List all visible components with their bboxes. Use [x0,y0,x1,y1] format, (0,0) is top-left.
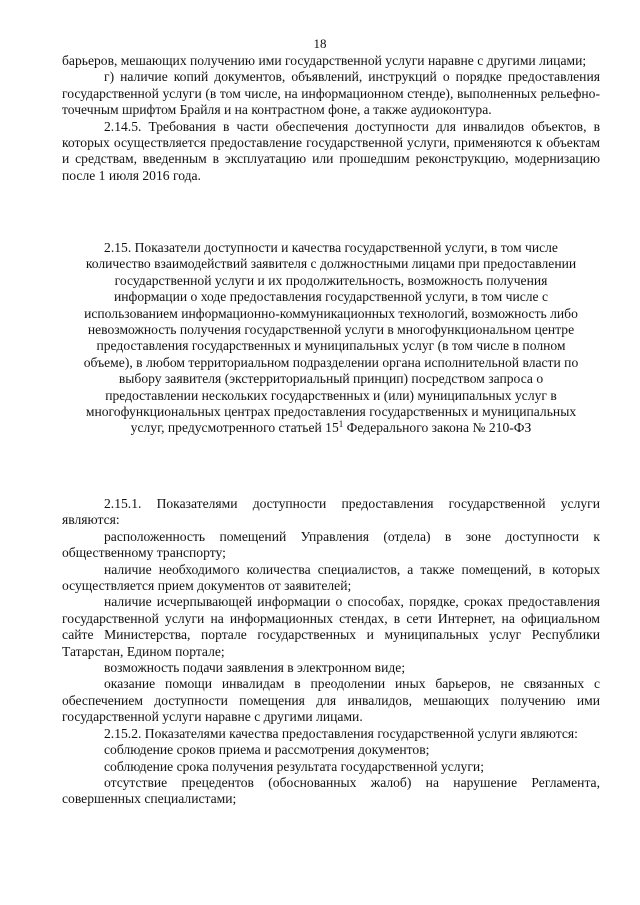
paragraph-barriers-continued: барьеров, мешающих получению ими государственной услуги наравне с другими лицами; [62,53,587,68]
list-item-terms: соблюдение сроков приема и рассмотрения документов; [104,742,430,758]
list-item-result-term: соблюдение срока получения результата государственной услуги; [104,758,484,774]
paragraph-2-15-1: 2.15.1. Показателями доступности предоставления государственной услуги являются: [62,496,600,528]
list-item-disabled-help: оказание помощи инвалидам в преодолении иных барьеров, не связанных с обеспечением доступности помещения для инвалидов, мешающих получению ими государственной услуги наравне с другими лицами. [62,676,600,725]
paragraph-2-15-2: 2.15.2. Показателями качества предоставления государственной услуги являются: [104,725,578,741]
heading-superscript: 1 [338,419,344,430]
section-2-15-body [62,496,600,808]
section-heading-2-15 [80,240,582,437]
list-item-electronic: возможность подачи заявления в электронном виде; [104,660,406,676]
section-2-14-tail [62,53,600,184]
list-item-information: наличие исчерпывающей информации о способах, порядке, сроках предоставления государственной услуги на информационных стендах, в сети Интернет, на официальном сайте Министерства, портале государственных и муниципальных услуг Республики Татарстан, Едином портале; [62,594,600,659]
paragraph-2-14-5: 2.14.5. Требования в части обеспечения доступности для инвалидов объектов, в которых осуществляется предоставление государственной услуги, применяются к объектам и средствам, введенным в эксплуатацию или прошедшим реконструкцию, модернизацию после 1 июля 2016 года. [62,118,600,183]
list-item-no-complaints: отсутствие прецедентов (обоснованных жалоб) на нарушение Регламента, совершенных специалистами; [62,774,600,807]
heading-main-text: 2.15. Показатели доступности и качества государственной услуги, в том числе количество взаимодействий заявителя с должностными лицами при предоставлении государственной услуги и их продолжительность, возможность получения информации о ходе предоставления государственной услуги, в том числе с использованием информационно-коммуникационных технологий, возможность либо невозможность получения государственной услуги в многофункциональном центре предоставления государственных и муниципальных услуг (в том числе в полном объеме), в любом территориальном подразделении органа исполнительной власти по выбору заявителя (экстерриториальный принцип) посредством запроса о предоставлении нескольких государственных и (или) муниципальных услуг в многофункциональных центрах предоставления государственных и муниципальных услуг, предусмотренного статьей 15 [83,240,579,436]
list-item-location: расположенность помещений Управления (отдела) в зоне доступности к общественному транспорту; [62,528,600,561]
heading-tail-text: Федерального закона № 210-ФЗ [343,420,532,436]
paragraph-item-g: г) наличие копий документов, объявлений, инструкций о порядке предоставления государственной услуги (в том числе, на информационном стенде), выполненных рельефно-точечным шрифтом Брайля и на контрастном фоне, а также аудиоконтура. [62,69,600,118]
heading-text [80,240,582,437]
page-number: 18 [313,36,327,51]
list-item-specialists: наличие необходимого количества специалистов, а также помещений, в которых осуществляется прием документов от заявителей; [62,561,600,594]
